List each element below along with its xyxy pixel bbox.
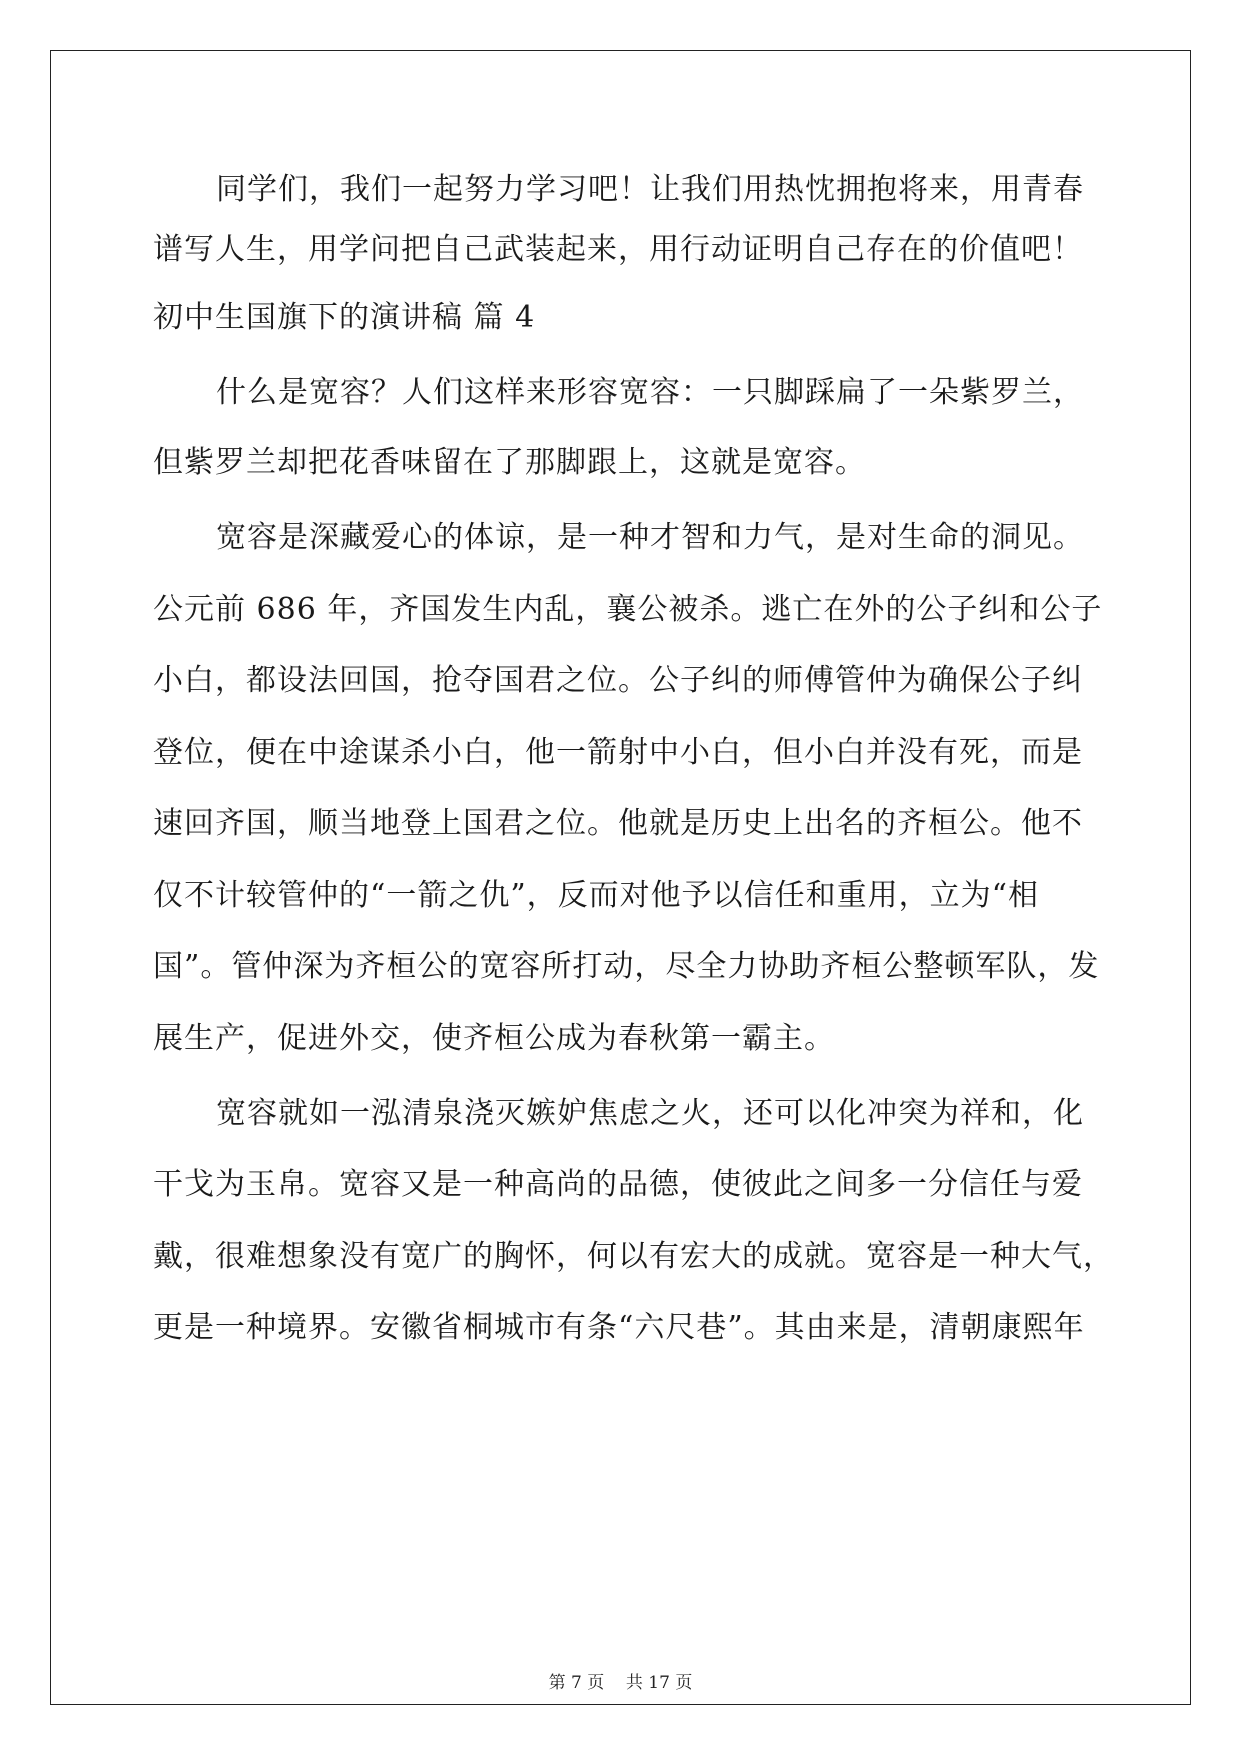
paragraph-line: 什么是宽容？人们这样来形容宽容：一只脚踩扁了一朵紫罗兰， <box>216 375 1084 410</box>
paragraph-line: 仅不计较管仲的“一箭之仇”，反而对他予以信任和重用，立为“相 <box>153 878 1040 913</box>
section-heading: 初中生国旗下的演讲稿 篇 4 <box>153 300 536 335</box>
paragraph-line: 国”。管仲深为齐桓公的宽容所打动，尽全力协助齐桓公整顿军队，发 <box>153 949 1100 984</box>
page-number: 第 7 页 共 17 页 <box>548 1673 693 1693</box>
paragraph-line: 但紫罗兰却把花香味留在了那脚跟上，这就是宽容。 <box>153 445 866 480</box>
paragraph-line: 登位，便在中途谋杀小白，他一箭射中小白，但小白并没有死，而是 <box>153 735 1083 770</box>
paragraph-line: 展生产，促进外交，使齐桓公成为春秋第一霸主。 <box>153 1021 835 1056</box>
paragraph-line: 宽容就如一泓清泉浇灭嫉妒焦虑之火，还可以化冲突为祥和，化 <box>216 1096 1084 1131</box>
paragraph-line: 宽容是深藏爱心的体谅，是一种才智和力气，是对生命的洞见。 <box>216 520 1084 555</box>
paragraph-line: 谱写人生，用学问把自己武装起来，用行动证明自己存在的价值吧！ <box>153 232 1083 267</box>
paragraph-line: 更是一种境界。安徽省桐城市有条“六尺巷”。其由来是，清朝康熙年 <box>153 1310 1085 1345</box>
paragraph-line: 速回齐国，顺当地登上国君之位。他就是历史上出名的齐桓公。他不 <box>153 806 1083 841</box>
paragraph-line: 小白，都设法回国，抢夺国君之位。公子纠的师傅管仲为确保公子纠 <box>153 663 1083 698</box>
paragraph-line: 同学们，我们一起努力学习吧！让我们用热忱拥抱将来，用青春 <box>216 172 1084 207</box>
paragraph-line: 戴，很难想象没有宽广的胸怀，何以有宏大的成就。宽容是一种大气， <box>153 1239 1114 1274</box>
paragraph-line: 干戈为玉帛。宽容又是一种高尚的品德，使彼此之间多一分信任与爱 <box>153 1167 1083 1202</box>
paragraph-line: 公元前 686 年，齐国发生内乱，襄公被杀。逃亡在外的公子纠和公子 <box>153 592 1103 627</box>
